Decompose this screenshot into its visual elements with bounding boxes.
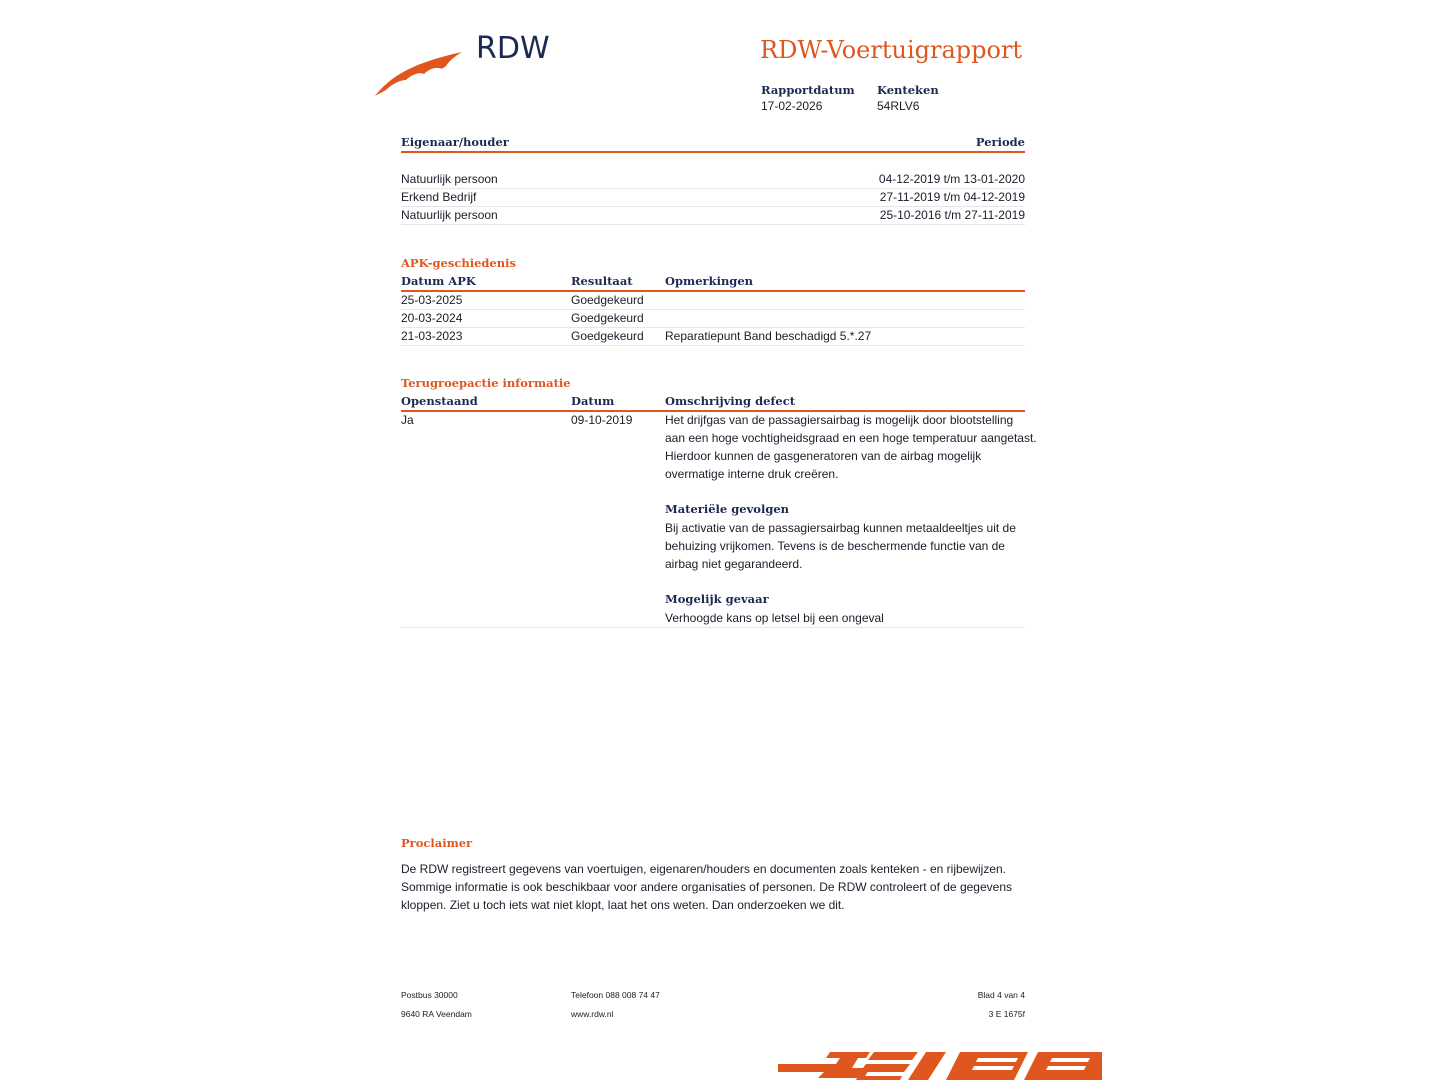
owner-type: Natuurlijk persoon xyxy=(401,208,498,222)
rdw-logo xyxy=(372,44,467,99)
apk-date: 20-03-2024 xyxy=(401,311,463,325)
recall-open-header: Openstaand xyxy=(401,394,478,408)
apk-section-title: APK-geschiedenis xyxy=(401,256,516,270)
owners-header-rule xyxy=(401,151,1025,153)
plate-value: 54RLV6 xyxy=(877,99,920,113)
apk-result: Goedgekeurd xyxy=(571,293,644,307)
footer-phone: Telefoon 088 008 74 47 xyxy=(571,990,660,1000)
recall-desc-line: aan een hoge vochtigheidsgraad en een hoge temperatuur aangetast. xyxy=(665,431,1037,445)
recall-date-value: 09-10-2019 xyxy=(571,413,633,427)
apk-remarks-header: Opmerkingen xyxy=(665,274,754,288)
consequences-line: Bij activatie van de passagiersairbag kunnen metaaldeeltjes uit de xyxy=(665,521,1016,535)
owner-period: 25-10-2016 t/m 27-11-2019 xyxy=(879,208,1025,222)
footer-website: www.rdw.nl xyxy=(571,1009,614,1019)
owner-type: Natuurlijk persoon xyxy=(401,172,498,186)
proclaimer-title: Proclaimer xyxy=(401,836,473,850)
footer-postbus: Postbus 30000 xyxy=(401,990,458,1000)
proclaimer-line: Sommige informatie is ook beschikbaar voor andere organisaties of personen. De RDW controleert of de gegevens xyxy=(401,880,1012,894)
report-date-label: Rapportdatum xyxy=(761,83,855,97)
danger-label: Mogelijk gevaar xyxy=(665,592,769,606)
consequences-line: behuizing vrijkomen. Tevens is de beschermende functie van de xyxy=(665,539,1005,553)
apk-row xyxy=(401,309,1025,328)
footer-page: Blad 4 van 4 xyxy=(977,990,1025,1000)
apk-row xyxy=(401,291,1025,310)
proclaimer-line: kloppen. Ziet u toch iets wat niet klopt, laat het ons weten. Dan onderzoeken we dit. xyxy=(401,898,845,912)
period-column-header: Periode xyxy=(975,135,1025,149)
owner-row xyxy=(401,188,1025,207)
apk-date: 21-03-2023 xyxy=(401,329,463,343)
plate-label: Kenteken xyxy=(877,83,939,97)
apk-result-header: Resultaat xyxy=(571,274,633,288)
owner-row xyxy=(401,170,1025,189)
footer-address: 9640 RA Veendam xyxy=(401,1009,472,1019)
apk-date: 25-03-2025 xyxy=(401,293,463,307)
footer-code: 3 E 1675f xyxy=(988,1009,1025,1019)
report-date-value: 17-02-2026 xyxy=(761,99,823,113)
owner-type: Erkend Bedrijf xyxy=(401,190,477,204)
apk-date-header: Datum APK xyxy=(401,274,476,288)
recall-desc-line: Het drijfgas van de passagiersairbag is mogelijk door blootstelling xyxy=(665,413,1014,427)
proclaimer-line: De RDW registreert gegevens van voertuigen, eigenaren/houders en documenten zoals kenteken - en rijbewijzen. xyxy=(401,862,1007,876)
apk-remarks: Reparatiepunt Band beschadigd 5.*.27 xyxy=(665,329,872,343)
recall-open-value: Ja xyxy=(401,413,414,427)
logo-text: RDW xyxy=(476,31,550,66)
owner-row xyxy=(401,206,1025,225)
plate-stripes-icon xyxy=(778,1050,1102,1080)
consequences-line: airbag niet gegarandeerd. xyxy=(665,557,803,571)
owner-column-header: Eigenaar/houder xyxy=(401,135,509,149)
plate-stripes-graphic xyxy=(778,1050,1102,1080)
recall-date-header: Datum xyxy=(571,394,615,408)
recall-bottom-divider xyxy=(401,627,1025,628)
owner-period: 27-11-2019 t/m 04-12-2019 xyxy=(879,190,1025,204)
apk-row xyxy=(401,327,1025,346)
apk-result: Goedgekeurd xyxy=(571,329,644,343)
recall-desc-header: Omschrijving defect xyxy=(665,394,796,408)
rdw-wing-icon xyxy=(372,44,467,99)
apk-result: Goedgekeurd xyxy=(571,311,644,325)
report-title: RDW-Voertuigrapport xyxy=(760,36,1023,64)
owner-period: 04-12-2019 t/m 13-01-2020 xyxy=(878,172,1025,186)
consequences-label: Materiële gevolgen xyxy=(665,502,790,516)
recall-desc-line: Hierdoor kunnen de gasgeneratoren van de airbag mogelijk xyxy=(665,449,982,463)
recall-desc-line: overmatige interne druk creëren. xyxy=(665,467,839,481)
danger-text: Verhoogde kans op letsel bij een ongeval xyxy=(665,611,884,625)
recall-section-title: Terugroepactie informatie xyxy=(401,376,571,390)
